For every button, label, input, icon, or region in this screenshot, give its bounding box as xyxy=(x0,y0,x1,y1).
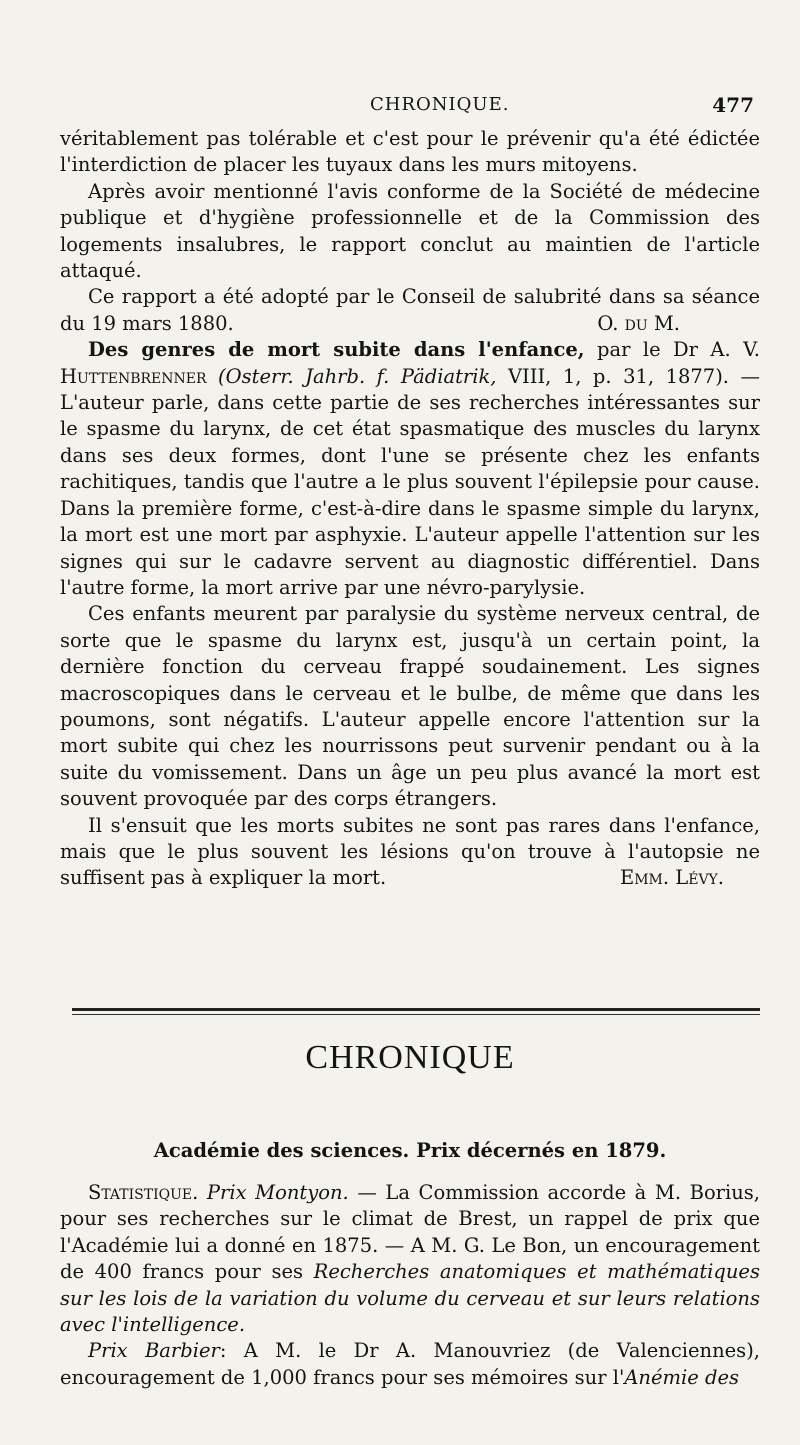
section-title: CHRONIQUE xyxy=(305,1039,515,1076)
running-header xyxy=(60,88,760,118)
paragraph: Ces enfants meurent par paralysie du système nerveux central, de sorte que le spasme du larynx est, jusqu'à un certain point, la dernière fonction du cerveau frappé soudainement. Les signes macroscopiques dans le cerveau et le bulbe, de même que dans les poumons, sont négatifs. L'auteur appelle encore l'attention sur la mort subite qui chez les nourrissons peut survenir pendant ou à la suite du vomissement. Dans un âge un peu plus avancé la mort est souvent provoquée par des corps étrangers. xyxy=(60,602,760,811)
article-column xyxy=(60,126,760,892)
author-signature: Emm. Lévy. xyxy=(619,866,724,890)
paragraph-text: Il s'ensuit que les morts subites ne sont pas rares dans l'enfance, mais que le plus souvent les lésions qu'on trouve à l'autopsie ne suffisent pas à expliquer la mort. xyxy=(60,813,760,890)
prizes-column xyxy=(60,1180,760,1391)
paragraph-text: — La Commission accorde à M. Borius, pour ses recherches sur le climat de Brest, un rappel de prix que l'Académie lui a donné en 1875. — A M. G. Le Bon, un encouragement de 400 francs pour ses xyxy=(60,1181,761,1284)
prize-name: Prix Montyon. xyxy=(206,1181,349,1204)
running-title: CHRONIQUE. xyxy=(370,94,510,115)
author-prefix: par le Dr A. V. xyxy=(596,338,761,362)
reference-details: VIII, 1, p. 31, 1877). — xyxy=(507,364,760,388)
paragraph-with-signature xyxy=(60,284,760,337)
paragraph: véritablement pas tolérable et c'est pour le prévenir qu'a été édictée l'interdiction de placer les tuyaux dans les murs mitoyens. xyxy=(60,127,760,177)
paragraph-text: Ce rapport a été adopté par le Conseil de salubrité dans sa séance du 19 mars 1880. xyxy=(60,285,760,335)
work-title: Anémie des xyxy=(624,1365,739,1389)
section-subheading: Académie des sciences. Prix décernés en 1879. xyxy=(153,1139,667,1162)
prize-category: Statistique. xyxy=(88,1181,199,1204)
article-heading xyxy=(60,337,760,601)
work-title: Recherches anatomiques et mathématiques sur les lois de la variation du volume du cerveau et sur leurs relations avec l'intelligence. xyxy=(60,1260,760,1337)
section-divider xyxy=(72,1008,760,1011)
paragraph: Après avoir mentionné l'avis conforme de la Société de médecine publique et d'hygiène professionnelle et de la Commission des logements insalubres, le rapport conclut au maintien de l'article attaqué. xyxy=(60,179,760,283)
page-number: 477 xyxy=(712,93,754,117)
author-name: Huttenbrenner xyxy=(60,364,207,388)
paragraph-with-signature xyxy=(60,813,760,892)
section-divider-thin xyxy=(72,1014,760,1015)
paragraph-text: L'auteur parle, dans cette partie de ses recherches intéressantes sur le spasme du larynx, de cet état spasmatique des muscles du larynx dans ses deux formes, dont l'une se présente chez les enfants rachitiques, tandis que l'autre a le plus souvent l'épilepsie pour cause. Dans la première forme, c'est-à-dire dans le spasme simple du larynx, la mort est une mort par asphyxie. L'auteur appelle l'attention sur les signes qui sur le cadavre servent au diagnostic différentiel. Dans l'autre forme, la mort arrive par une névro-parylysie. xyxy=(60,391,760,599)
reference-journal: (Osterr. Jahrb. f. Pädiatrik, xyxy=(218,364,497,388)
paragraph-text: : A M. le Dr A. Manouvriez (de Valenciennes), encouragement de 1,000 francs pour ses mémoires sur l' xyxy=(60,1339,760,1389)
article-title: Des genres de mort subite dans l'enfance, xyxy=(88,338,585,362)
author-signature: O. du M. xyxy=(597,311,680,335)
paragraph xyxy=(60,1180,760,1338)
prize-name: Prix Barbier xyxy=(88,1339,220,1363)
paragraph xyxy=(60,1338,760,1391)
